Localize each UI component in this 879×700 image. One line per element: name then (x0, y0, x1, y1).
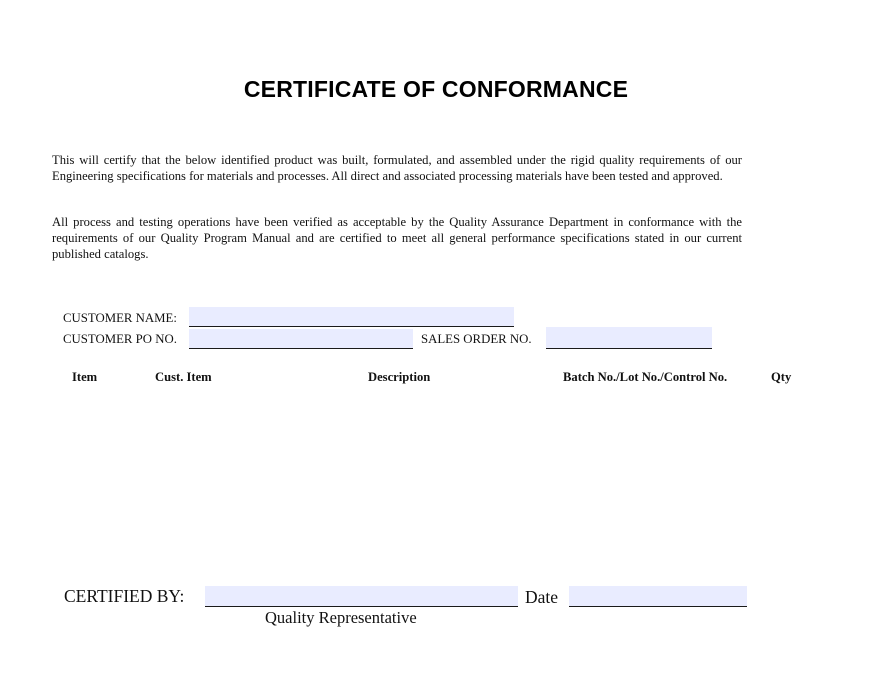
date-field[interactable] (569, 586, 747, 607)
document-title: CERTIFICATE OF CONFORMANCE (243, 76, 629, 102)
customer-name-field[interactable] (189, 307, 514, 327)
date-label: Date (525, 587, 559, 607)
quality-assurance-paragraph: All process and testing operations have been verified as acceptable by the Quality Assurance Department in conformance with the requirements of our Quality Program Manual and are certified to meet all general performance specifications stated in our current published catalogs. (52, 215, 742, 261)
customer-po-field[interactable] (189, 329, 413, 349)
column-header-cust-item: Cust. Item (155, 370, 212, 384)
customer-name-label: CUSTOMER NAME: (63, 311, 177, 325)
customer-po-label: CUSTOMER PO NO. (63, 332, 177, 346)
sales-order-label: SALES ORDER NO. (421, 332, 532, 346)
sales-order-field[interactable] (546, 327, 712, 349)
column-header-batch-lot-control: Batch No./Lot No./Control No. (563, 370, 728, 384)
quality-representative-label: Quality Representative (265, 608, 417, 627)
certification-paragraph: This will certify that the below identified product was built, formulated, and assembled under the rigid quality requirements of our Engineering specifications for materials and processes. All direct and associated processing materials have been tested and approved. (52, 153, 742, 183)
certified-by-label: CERTIFIED BY: (64, 586, 185, 606)
column-header-item: Item (72, 370, 98, 384)
certified-by-field[interactable] (205, 586, 518, 607)
column-header-description: Description (368, 370, 431, 384)
column-header-qty: Qty (771, 370, 792, 384)
